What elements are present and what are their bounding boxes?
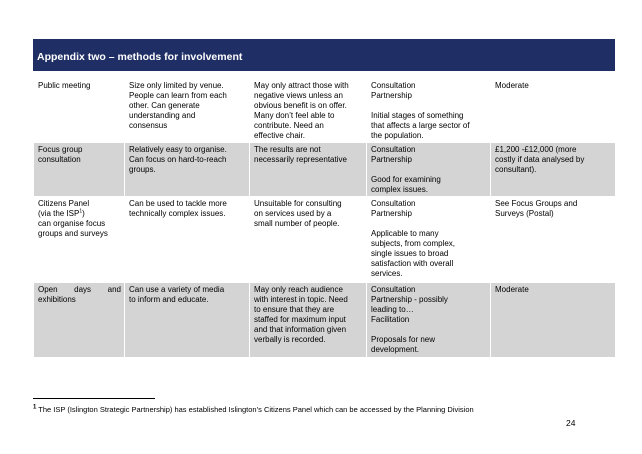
disadvantages-line: Unsuitable for consulting <box>254 199 342 208</box>
method-cell <box>34 143 125 197</box>
disadvantages-line: small number of people. <box>254 219 340 228</box>
footnote-divider <box>33 398 155 399</box>
disadvantages-cell <box>250 143 367 197</box>
spacer <box>371 325 487 335</box>
header-divider <box>33 70 615 71</box>
disadvantages-cell <box>250 197 367 283</box>
cost-cell <box>491 283 616 358</box>
advantages-line: understanding and <box>129 111 196 120</box>
advantages-cell <box>125 143 250 197</box>
advantages-line: Relatively easy to organise. <box>129 145 227 154</box>
disadvantages-line: obvious benefit is on offer. <box>254 101 347 110</box>
level-line: Applicable to many <box>371 229 439 238</box>
spacer <box>371 101 487 111</box>
disadvantages-line: with interest in topic. Need <box>254 295 348 304</box>
level-line: Partnership <box>371 209 412 218</box>
spacer <box>371 219 487 229</box>
cost-line: consultant). <box>495 165 537 174</box>
level-line: Initial stages of something <box>371 111 464 120</box>
level-line: Consultation <box>371 81 416 90</box>
disadvantages-line: staffed for maximum input <box>254 315 346 324</box>
advantages-line: consensus <box>129 121 168 130</box>
level-line: satisfaction with overall <box>371 259 454 268</box>
method-text: (via the ISP <box>38 209 80 218</box>
disadvantages-line: and that information given <box>254 325 347 334</box>
cost-line: Moderate <box>495 81 529 90</box>
footnote-marker: 1 <box>33 404 37 411</box>
method-cell <box>34 79 125 143</box>
disadvantages-line: effective chair. <box>254 131 305 140</box>
cost-line: See Focus Groups and <box>495 199 578 208</box>
advantages-cell <box>125 283 250 358</box>
level-line: Consultation <box>371 285 416 294</box>
disadvantages-line: on services used by a <box>254 209 332 218</box>
appendix-title: Appendix two – methods for involvement <box>37 51 243 63</box>
method-line: Citizens Panel <box>38 199 90 208</box>
level-line: Consultation <box>371 145 416 154</box>
page-number: 24 <box>566 418 576 428</box>
level-line: leading to… <box>371 305 414 314</box>
disadvantages-line: necessarily representative <box>254 155 347 164</box>
advantages-line: Size only limited by venue. <box>129 81 224 90</box>
footnote-text: The ISP (Islington Strategic Partnership) has established Islington’s Citizens Panel which can be accessed by the Planning Division <box>36 405 474 414</box>
advantages-line: Can focus on hard-to-reach <box>129 155 227 164</box>
level-line: the population. <box>371 131 424 140</box>
table-row <box>34 143 616 197</box>
method-cell <box>34 197 125 283</box>
method-line: exhibitions <box>38 295 76 304</box>
method-line: Open days and <box>38 285 121 294</box>
level-line: Partnership - possibly <box>371 295 448 304</box>
level-line: Proposals for new <box>371 335 436 344</box>
advantages-line: to inform and educate. <box>129 295 209 304</box>
cost-cell <box>491 197 616 283</box>
disadvantages-line: negative views unless an <box>254 91 343 100</box>
advantages-line: People can learn from each <box>129 91 227 100</box>
advantages-line: technically complex issues. <box>129 209 226 218</box>
advantages-cell <box>125 79 250 143</box>
level-line: Facilitation <box>371 315 410 324</box>
level-line: subjects, from complex, <box>371 239 456 248</box>
cost-line: costly if data analysed by <box>495 155 585 164</box>
method-text: ) <box>82 209 85 218</box>
footnote <box>33 405 474 414</box>
method-line <box>38 209 121 219</box>
disadvantages-line: May only reach audience <box>254 285 343 294</box>
disadvantages-line: contribute. Need an <box>254 121 324 130</box>
disadvantages-line: Many don’t feel able to <box>254 111 335 120</box>
advantages-line: Can be used to tackle more <box>129 199 227 208</box>
disadvantages-line: verbally is recorded. <box>254 335 326 344</box>
disadvantages-cell <box>250 79 367 143</box>
level-line: single issues to broad <box>371 249 449 258</box>
table-row <box>34 79 616 143</box>
table-row <box>34 283 616 358</box>
cost-line: £1,200 -£12,000 (more <box>495 145 577 154</box>
level-line: complex issues. <box>371 185 428 194</box>
method-line: groups and surveys <box>38 229 108 238</box>
method-line: Focus group <box>38 145 83 154</box>
cost-line: Surveys (Postal) <box>495 209 554 218</box>
method-line: Public meeting <box>38 81 91 90</box>
advantages-cell <box>125 197 250 283</box>
methods-table <box>33 78 616 358</box>
table-row <box>34 197 616 283</box>
spacer <box>371 165 487 175</box>
level-line: services. <box>371 269 403 278</box>
appendix-header-band <box>33 39 615 70</box>
advantages-line: groups. <box>129 165 156 174</box>
level-line: Consultation <box>371 199 416 208</box>
advantages-line: Can use a variety of media <box>129 285 225 294</box>
disadvantages-line: May only attract those with <box>254 81 349 90</box>
disadvantages-line: to ensure that they are <box>254 305 335 314</box>
level-line: that affects a large sector of <box>371 121 470 130</box>
disadvantages-line: The results are not <box>254 145 321 154</box>
cost-cell <box>491 79 616 143</box>
disadvantages-cell <box>250 283 367 358</box>
involvement-level-cell <box>367 283 491 358</box>
method-cell <box>34 283 125 358</box>
cost-line: Moderate <box>495 285 529 294</box>
advantages-line: other. Can generate <box>129 101 200 110</box>
level-line: Good for examining <box>371 175 441 184</box>
footnote-marker: 1 <box>79 208 83 215</box>
cost-cell <box>491 143 616 197</box>
level-line: Partnership <box>371 91 412 100</box>
method-line: consultation <box>38 155 81 164</box>
method-line: can organise focus <box>38 219 106 228</box>
level-line: Partnership <box>371 155 412 164</box>
involvement-level-cell <box>367 143 491 197</box>
involvement-level-cell <box>367 197 491 283</box>
level-line: development. <box>371 345 420 354</box>
involvement-level-cell <box>367 79 491 143</box>
